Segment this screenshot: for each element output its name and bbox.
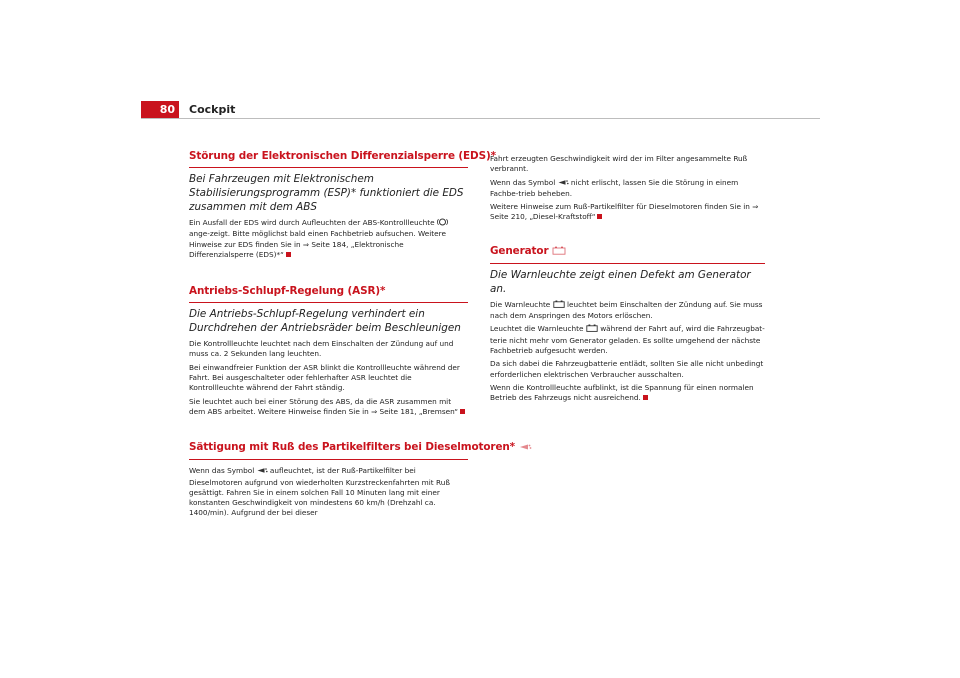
right-column [490,154,765,406]
soot-paragraph [189,466,468,518]
generator-heading [490,245,765,264]
soot-cont-text-3: Weitere Hinweise zum Ruß-Partikelfilter für Dieselmotoren finden Sie in ⇒ Seite 210, „Diesel-Kraftstoff“ [490,202,759,222]
section-eds [189,150,496,260]
page-title: Cockpit [189,103,236,116]
soot-heading-text: Sättigung mit Ruß des Partikelfilters bei Dieselmotoren* [189,441,516,454]
particle-filter-icon [558,179,569,189]
end-of-section-marker [597,214,602,219]
asr-heading: Antriebs-Schlupf-Regelung (ASR)* [189,285,468,303]
section-soot-continued [490,154,765,223]
soot-cont-paragraph-3 [490,202,765,223]
eds-heading: Störung der Elektronischen Differenzialsperre (EDS)* [189,150,468,168]
section-soot [189,441,516,518]
section-asr [189,285,468,417]
left-column [189,150,516,522]
generator-text-2a: Leuchtet die Warnleuchte [490,324,584,334]
generator-text-1b: leuchtet beim Einschalten der Zündung auf. Sie muss nach dem Anspringen des Motors erlöschen. [490,299,763,321]
abs-warning-icon [437,218,448,229]
asr-paragraph-1: Die Kontrollleuchte leuchtet nach dem Einschalten der Zündung auf und muss ca. 2 Sekunden lang leuchten. [189,339,454,359]
eds-text-a: Ein Ausfall der EDS wird durch Aufleuchten der ABS-Kontrollleuchte [189,218,435,227]
generator-paragraph-2 [490,324,765,356]
generator-heading-text: Generator [490,244,549,257]
eds-text-b: ange-zeigt. Bitte möglichst bald einen Fachbetrieb aufsuchen. Weitere Hinweise zur EDS finden Sie in ⇒ Seite 184, „Elektronische Differenzialsperre (EDS)*“ [189,229,446,259]
soot-text-a: Wenn das Symbol [189,466,255,476]
generator-subheading: Die Warnleuchte zeigt einen Defekt am Generator an. [490,268,751,295]
end-of-section-marker [286,252,291,257]
soot-cont-text-b: nicht erlischt, lassen Sie die Störung in einem Fachbe-trieb beheben. [490,177,739,198]
asr-text-3: Sie leuchtet auch bei einer Störung des ABS, da die ASR zusammen mit dem ABS arbeitet. Weitere Hinweise finden Sie in ⇒ Seite 181, „Bremsen“ [189,396,459,416]
generator-text-2b: während der Fahrt auf, wird die Fahrzeugbat-terie nicht mehr vom Generator geladen. Es sollte umgehend der nächste Fachbetrieb aufgesucht werden. [490,324,765,355]
particle-filter-icon [519,442,532,455]
asr-paragraph-3 [189,397,468,418]
generator-text-1a: Die Warnleuchte [490,299,551,309]
asr-paragraph-2: Bei einwandfreier Funktion der ASR blinkt die Kontrollleuchte während der Fahrt. Bei ausgeschalteter oder fehlerhafter ASR leuchtet die Kontrollleuchte während der Fahrt ständig. [189,362,460,393]
page-number: 80 [141,101,179,118]
eds-subheading: Bei Fahrzeugen mit Elektronischem Stabilisierungsprogramm (ESP)* funktioniert die EDS zusammen mit dem ABS [189,173,464,213]
eds-paragraph [189,218,468,260]
section-generator [490,245,765,404]
soot-cont-paragraph-1: Fahrt erzeugten Geschwindigkeit wird der im Filter angesammelte Ruß verbrannt. [490,154,748,174]
generator-paragraph-4 [490,383,765,404]
generator-text-4: Wenn die Kontrollleuchte aufblinkt, ist die Spannung für einen normalen Betrieb des Fahrzeugs nicht ausreichend. [490,382,754,403]
end-of-section-marker [643,395,648,400]
soot-cont-paragraph-2 [490,178,765,200]
generator-paragraph-3: Da sich dabei die Fahrzeugbatterie entlädt, sollten Sie alle nicht unbedingt erforderlichen elektrischen Verbraucher ausschalten. [490,359,764,379]
asr-subheading: Die Antriebs-Schlupf-Regelung verhindert ein Durchdrehen der Antriebsräder beim Beschleunigen [189,308,461,335]
particle-filter-icon [257,467,268,477]
soot-heading [189,441,516,460]
header-divider [141,118,820,119]
generator-paragraph-1 [490,300,765,322]
soot-text-b: aufleuchtet, ist der Ruß-Partikelfilter bei Dieselmotoren aufgrund von wiederholten Kurzstreckenfahrten mit Ruß gesättigt. Fahren Sie in einem solchen Fall 10 Minuten lang mit einer konstanten Geschwindigkeit von mindestens 60 km/h (Drehzahl ca. 1400/min). Aufgrund der bei dieser [189,466,450,518]
soot-cont-text-a: Wenn das Symbol [490,177,556,187]
end-of-section-marker [460,409,465,414]
battery-icon [553,300,565,311]
battery-icon [552,246,566,259]
battery-icon [586,324,598,335]
page-header [0,0,960,120]
